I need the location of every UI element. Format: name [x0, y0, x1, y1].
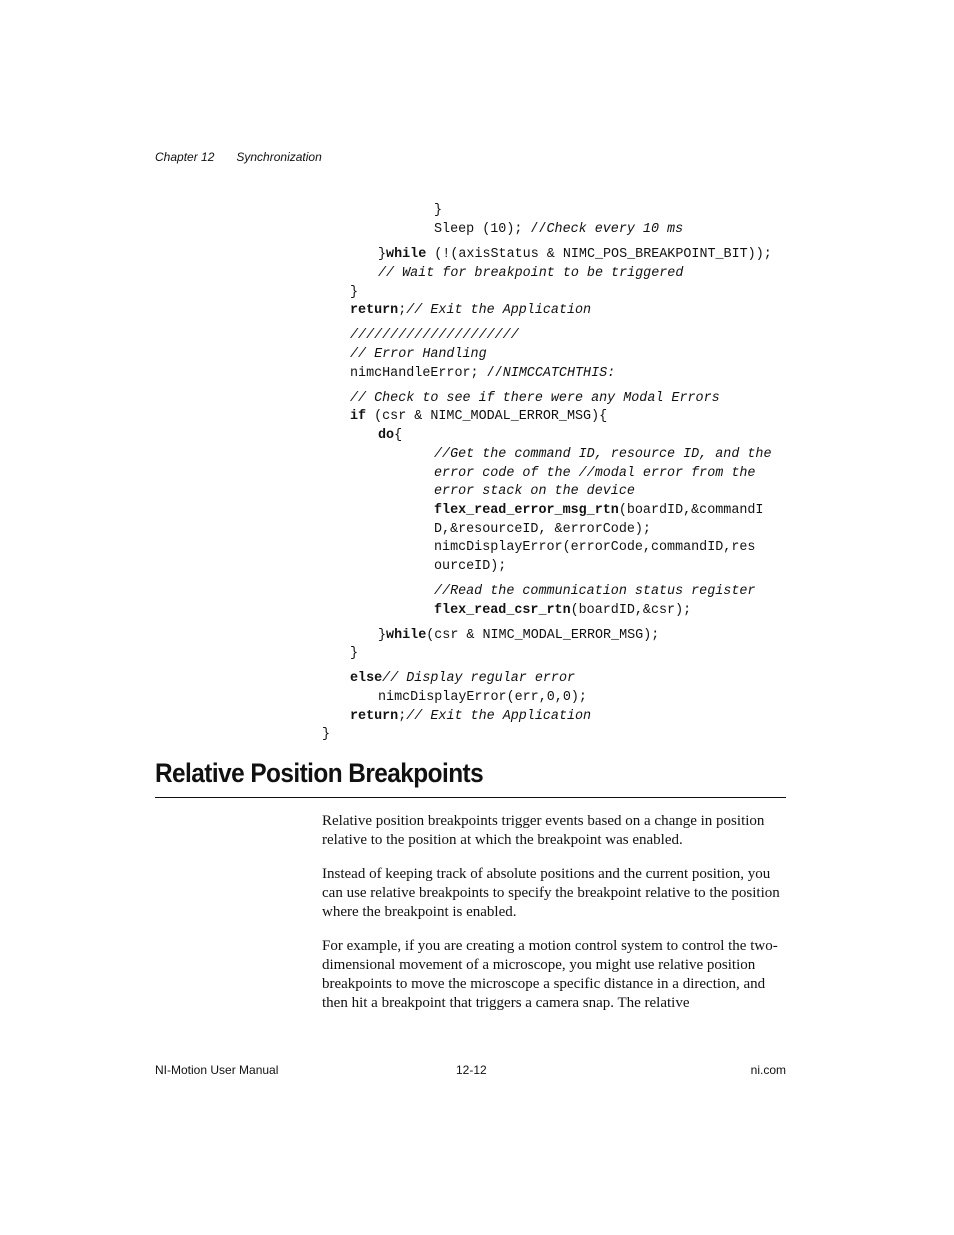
- code-line: [434, 602, 691, 621]
- footer-page-number: 12-12: [456, 1063, 487, 1077]
- code-keyword: flex_read_csr_rtn: [434, 603, 571, 618]
- code-line: [434, 583, 755, 602]
- code-line: [378, 627, 659, 646]
- code-line: [350, 365, 615, 384]
- code-line: [350, 708, 591, 727]
- code-comment: //Read the communication status register: [434, 584, 756, 599]
- code-text: nimcDisplayError(err,0,0);: [378, 690, 587, 705]
- code-line: [350, 346, 487, 365]
- section-label: Synchronization: [236, 150, 322, 164]
- code-keyword: return: [350, 709, 399, 724]
- code-comment: //Get the command ID, resource ID, and the: [434, 447, 772, 462]
- code-keyword: flex_read_error_msg_rtn: [434, 503, 619, 518]
- code-text: }: [378, 628, 387, 643]
- code-text: }: [350, 285, 359, 300]
- code-line: [434, 558, 506, 577]
- code-comment: NIMCCATCHTHIS:: [502, 366, 616, 381]
- code-line: [378, 246, 772, 265]
- body-paragraph-3: For example, if you are creating a motion control system to control the two-dimensional movement of a microscope, you might use relative position breakpoints to move the microscope a specific distance in a direction, and then hit a breakpoint that triggers a camera snap. The relative: [322, 938, 778, 1011]
- code-text: (boardID,&commandI: [618, 503, 764, 518]
- footer-manual-title: NI-Motion User Manual: [155, 1063, 279, 1077]
- code-line: [378, 265, 683, 284]
- code-line: [378, 689, 587, 708]
- code-line: [350, 390, 720, 409]
- chapter-label: Chapter 12: [155, 150, 215, 164]
- code-text: }: [350, 646, 359, 661]
- code-comment: // Display regular error: [382, 671, 576, 686]
- code-comment: error code of the //modal error from the: [434, 466, 756, 481]
- code-line: [378, 427, 402, 446]
- heading-rule: [155, 797, 786, 798]
- code-text: nimcHandleError; //: [350, 366, 503, 381]
- code-comment: // Wait for breakpoint to be triggered: [378, 266, 684, 281]
- body-paragraph-1: Relative position breakpoints trigger events based on a change in position relative to the position at which the breakpoint was enabled.: [322, 813, 765, 848]
- code-keyword: return: [350, 303, 399, 318]
- code-line: [322, 726, 330, 745]
- code-line: [350, 645, 358, 664]
- code-keyword: else: [350, 671, 383, 686]
- code-keyword: while: [386, 247, 427, 262]
- code-comment: // Exit the Application: [406, 709, 592, 724]
- code-line: [350, 327, 519, 346]
- code-line: [350, 408, 607, 427]
- running-header: [155, 150, 322, 164]
- code-comment: // Check to see if there were any Modal Errors: [350, 391, 720, 406]
- code-line: [434, 521, 651, 540]
- code-text: (csr & NIMC_MODAL_ERROR_MSG){: [366, 409, 608, 424]
- code-text: (boardID,&csr);: [570, 603, 692, 618]
- code-text: nimcDisplayError(errorCode,commandID,res: [434, 540, 756, 555]
- code-keyword: while: [386, 628, 427, 643]
- code-comment: // Error Handling: [350, 347, 487, 362]
- code-line: [434, 483, 635, 502]
- code-keyword: do: [378, 428, 395, 443]
- code-text: }: [434, 203, 443, 218]
- code-text: (!(axisStatus & NIMC_POS_BREAKPOINT_BIT));: [426, 247, 772, 262]
- code-comment: // Exit the Application: [406, 303, 592, 318]
- code-text: (csr & NIMC_MODAL_ERROR_MSG);: [426, 628, 660, 643]
- footer-website: ni.com: [750, 1063, 786, 1077]
- code-comment: error stack on the device: [434, 484, 635, 499]
- code-line: [434, 446, 772, 465]
- code-line: [434, 539, 755, 558]
- code-line: [350, 284, 358, 303]
- code-text: ;: [398, 303, 407, 318]
- code-text: ;: [398, 709, 407, 724]
- code-text: ourceID);: [434, 559, 507, 574]
- body-paragraph-2: Instead of keeping track of absolute positions and the current position, you can use relative breakpoints to specify the breakpoint relative to the position where the breakpoint is enabled.: [322, 866, 780, 920]
- code-line: [434, 202, 442, 221]
- code-text: Sleep (10); //: [434, 222, 547, 237]
- code-line: [350, 670, 575, 689]
- code-comment: /////////////////////: [350, 328, 519, 343]
- code-line: [350, 302, 591, 321]
- code-comment: Check every 10 ms: [546, 222, 684, 237]
- code-line: [434, 502, 763, 521]
- code-text: D,&resourceID, &errorCode);: [434, 522, 651, 537]
- code-keyword: if: [350, 409, 367, 424]
- code-text: }: [322, 727, 331, 742]
- code-line: [434, 465, 755, 484]
- code-text: {: [394, 428, 403, 443]
- code-text: }: [378, 247, 387, 262]
- code-line: [434, 221, 683, 240]
- section-heading: Relative Position Breakpoints: [155, 758, 484, 788]
